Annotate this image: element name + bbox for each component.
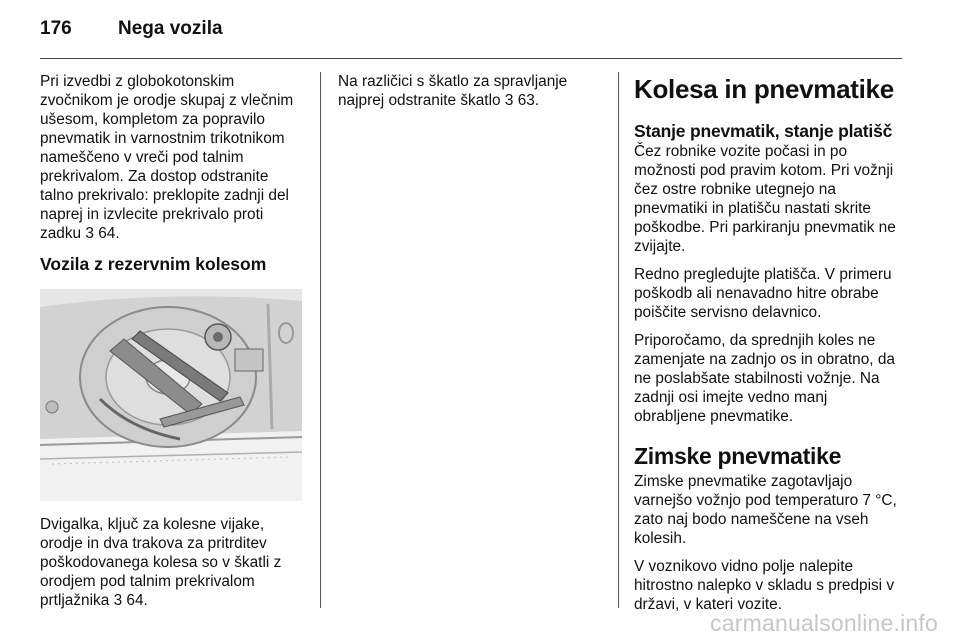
- column-3: [634, 72, 902, 623]
- watermark: carmanualsonline.info: [710, 610, 938, 636]
- heading-wheels-tyres: Kolesa in pnevmatike: [634, 74, 894, 104]
- paragraph-rotation: Priporočamo, da sprednjih koles ne zamenjate na zadnjo os in obratno, da ne poslabšate stabilnosti vožnje. Na zadnji osi imejte vedno manj obrabljene pnevmatike.: [634, 332, 895, 425]
- paragraph-speed-sticker: V voznikovo vidno polje nalepite hitrostno nalepko v skladu s predpisi v državi, v kateri vozite.: [634, 558, 895, 613]
- header-divider: [40, 58, 902, 59]
- reference-arrow-icon: 3: [85, 225, 94, 242]
- page-number: 176: [40, 18, 72, 39]
- storage-box-paragraph: Na različici s škatlo za spravljanje najprej odstranite škatlo 3 63.: [338, 73, 568, 109]
- column-divider-1: [320, 72, 321, 608]
- page-reference[interactable]: 3 63.: [504, 92, 540, 109]
- heading-winter-tyres: Zimske pnevmatike: [634, 443, 842, 469]
- column-2: [338, 72, 602, 119]
- tool-kit-illustration: [40, 289, 302, 501]
- paragraph-winter-temperature: Zimske pnevmatike zagotavljajo varnejšo vožnjo pod temperaturo 7 °C, zato naj bodo nameščene na vseh kolesih.: [634, 473, 897, 547]
- section-heading-spare-wheel: Vozila z rezervnim kolesom: [40, 254, 267, 274]
- reference-arrow-icon: 3: [113, 592, 123, 609]
- page-reference[interactable]: 3 64.: [113, 592, 148, 609]
- intro-paragraph: Pri izvedbi z globokotonskim zvočnikom je orodje skupaj z vlečnim ušesom, kompletom za popravilo pnevmatik in varnostnim trikotnikom nameščeno v vreči pod talnim prekrivalom. Za dostop odstranite talno prekrivalo: preklopite zadnji del naprej in izvlecite prekrivalo proti zadku 3 64.: [40, 73, 294, 242]
- page-title: Nega vozila: [118, 18, 223, 39]
- column-1: [40, 72, 306, 619]
- reference-arrow-icon: 3: [504, 92, 514, 109]
- page-header: [40, 18, 223, 50]
- figure-caption: Dvigalka, ključ za kolesne vijake, orodje in dva trakova za pritrditev poškodovanega kolesa so v škatli z orodjem pod talnim prekrivalom prtljažnika 3 64.: [40, 516, 282, 609]
- paragraph-rims: Redno pregledujte platišča. V primeru poškodb ali nenavadno hitre obrabe poiščite servisno delavnico.: [634, 266, 892, 321]
- column-divider-2: [618, 72, 619, 608]
- page-reference[interactable]: 3 64.: [85, 225, 120, 242]
- paragraph-curbs: Čez robnike vozite počasi in po možnosti pod pravim kotom. Pri vožnji čez ostre robnike utegnejo na pnevmatiki in platišču nastati skrite poškodbe. Pri parkiranju pnevmatik ne zvijajte.: [634, 143, 896, 255]
- heading-tyre-condition: Stanje pnevmatik, stanje platišč: [634, 121, 893, 141]
